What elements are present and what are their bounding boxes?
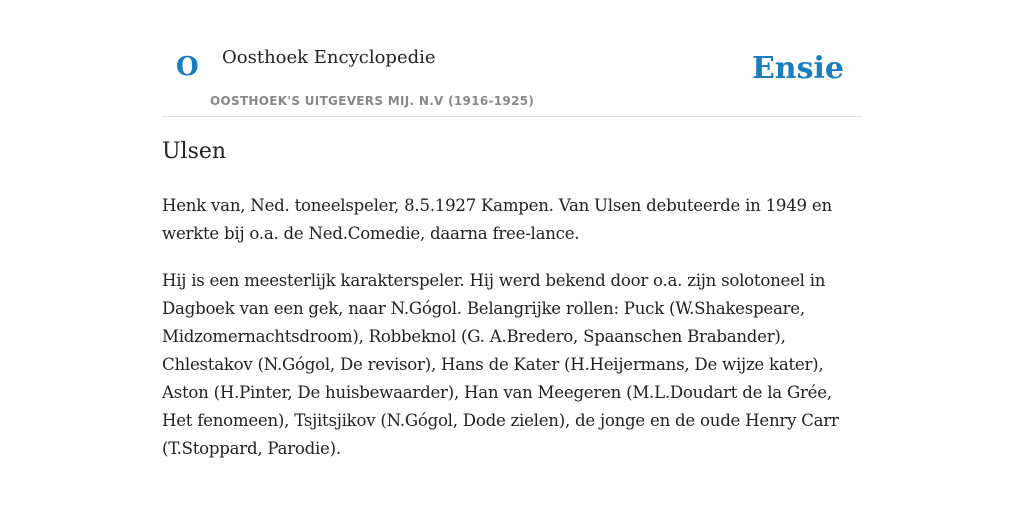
source-header xyxy=(162,34,862,117)
entry-content xyxy=(162,192,862,482)
oosthoek-logo[interactable]: O xyxy=(176,52,199,82)
entry-title: Ulsen xyxy=(162,139,227,164)
ensie-logo-link[interactable]: Ensie xyxy=(751,51,844,86)
book-title-link[interactable]: Oosthoek Encyclopedie xyxy=(222,47,436,68)
entry-paragraph-1: Henk van, Ned. toneelspeler, 8.5.1927 Kampen. Van Ulsen debuteerde in 1949 en werkte bij o.a. de Ned.Comedie, daarna free-lance. xyxy=(162,196,832,243)
entry-paragraph-2: Hij is een meesterlijk karakterspeler. Hij werd bekend door o.a. zijn solotoneel in Dagboek van een gek, naar N.Gógol. Belangrijke rollen: Puck (W.Shakespeare, Midzomernachtsdroom), Robbeknol (G. A.Bredero, Spaanschen Brabander), Chlestakov (N.Gógol, De revisor), Hans de Kater (H.Heijermans, De wijze kater), Aston (H.Pinter, De huisbewaarder), Han van Meegeren (M.L.Doudart de la Grée, Het fenomeen), Tsjitsjikov (N.Gógol, Dode zielen), de jonge en de oude Henry Carr (T.Stoppard, Parodie). xyxy=(162,271,839,458)
publisher-label: OOSTHOEK'S UITGEVERS MIJ. N.V (1916-1925) xyxy=(210,94,535,108)
